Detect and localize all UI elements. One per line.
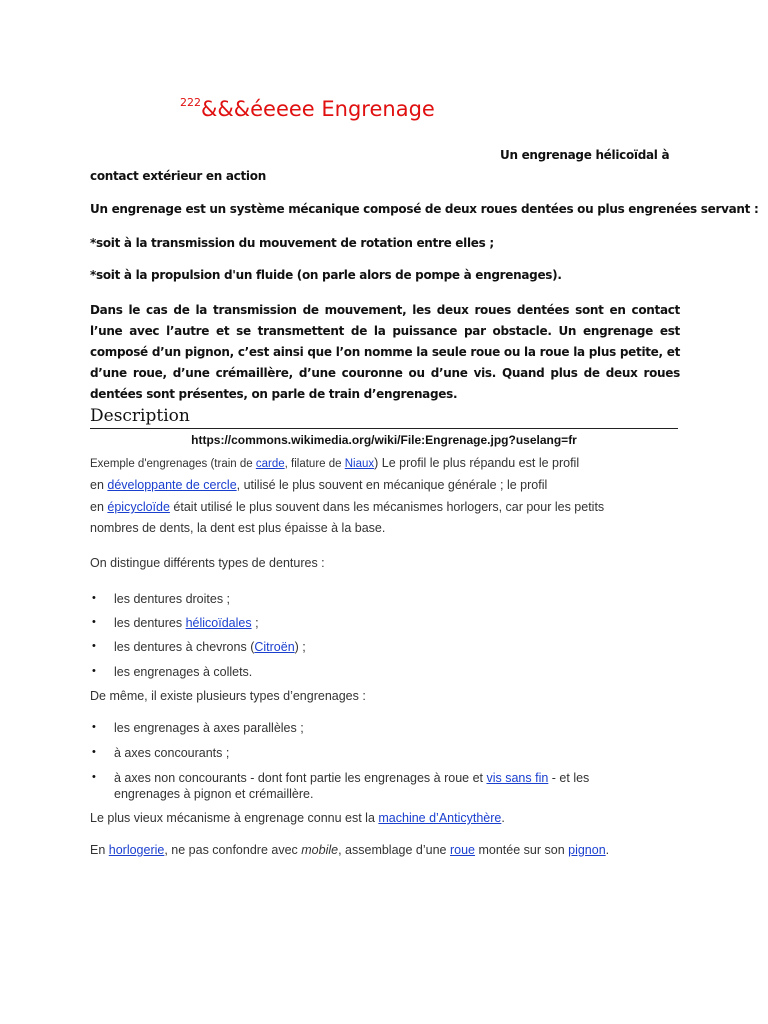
text-segment: Exemple d'engrenages (train de bbox=[90, 458, 256, 470]
link-epicycloide[interactable]: épicycloïde bbox=[107, 500, 170, 514]
link-citroen[interactable]: Citroën bbox=[254, 640, 295, 654]
title-text: &&&éeeee Engrenage bbox=[201, 97, 435, 121]
text-segment: - et les bbox=[548, 771, 590, 785]
text-segment: en bbox=[90, 478, 108, 492]
page-title bbox=[180, 96, 435, 121]
bullet-icon: • bbox=[92, 721, 96, 733]
description-line-2 bbox=[90, 478, 547, 492]
source-url: https://commons.wikimedia.org/wiki/File:Engrenage.jpg?uselang=fr bbox=[191, 433, 577, 447]
text-segment: était utilisé le plus souvent dans les mécanismes horlogers, car pour les petits bbox=[169, 500, 605, 514]
intro-paragraph-1: Un engrenage est un système mécanique composé de deux roues dentées ou plus engrenées servant : bbox=[90, 202, 759, 216]
text-emphasis-mobile: mobile bbox=[301, 843, 339, 857]
link-helicoidales[interactable]: hélicoïdales bbox=[185, 616, 252, 630]
title-superscript: 222 bbox=[180, 96, 201, 109]
bullet-icon: • bbox=[92, 746, 96, 758]
text-segment: En bbox=[90, 843, 109, 857]
link-roue[interactable]: roue bbox=[449, 843, 476, 857]
bullet-icon: • bbox=[92, 616, 96, 628]
list-item-continuation: engrenages à pignon et crémaillère. bbox=[114, 787, 314, 801]
text-segment: . bbox=[501, 811, 505, 825]
description-heading: Description bbox=[90, 406, 190, 426]
text-segment: , ne pas confondre avec bbox=[164, 843, 302, 857]
bullet-icon: • bbox=[92, 592, 96, 604]
intro-paragraph-3: *soit à la propulsion d'un fluide (on parle alors de pompe à engrenages). bbox=[90, 268, 562, 282]
link-vis-sans-fin[interactable]: vis sans fin bbox=[486, 771, 549, 785]
link-pignon[interactable]: pignon bbox=[568, 843, 606, 857]
list-item-dentures-chevrons bbox=[114, 640, 306, 654]
list-item-axes-non-concourants bbox=[114, 771, 589, 785]
description-line-4: nombres de dents, la dent est plus épaisse à la base. bbox=[90, 521, 386, 535]
text-segment: , utilisé le plus souvent en mécanique générale ; le profil bbox=[236, 478, 548, 492]
text-segment: à axes non concourants - dont font partie les engrenages à roue et bbox=[114, 771, 487, 785]
list-item-dentures-helicoidales bbox=[114, 616, 259, 630]
bullet-icon: • bbox=[92, 640, 96, 652]
list-item-dentures-droites: les dentures droites ; bbox=[114, 592, 231, 606]
description-line-3 bbox=[90, 500, 604, 514]
link-developpante[interactable]: développante de cercle bbox=[107, 478, 237, 492]
text-segment: , filature de bbox=[284, 458, 345, 470]
description-line-1 bbox=[90, 456, 579, 470]
link-anticythere[interactable]: machine d’Anticythère bbox=[378, 811, 502, 825]
link-carde[interactable]: carde bbox=[255, 458, 285, 470]
link-niaux[interactable]: Niaux bbox=[344, 458, 375, 470]
text-segment: ) Le profil le plus répandu est le profil bbox=[374, 456, 580, 470]
heading-divider bbox=[90, 428, 678, 429]
link-horlogerie[interactable]: horlogerie bbox=[108, 843, 165, 857]
text-segment: montée sur son bbox=[475, 843, 569, 857]
dentures-intro: On distingue différents types de dentures : bbox=[90, 556, 325, 570]
list-item-engrenages-collets: les engrenages à collets. bbox=[114, 665, 253, 679]
text-segment: les dentures à chevrons ( bbox=[114, 640, 255, 654]
image-caption-line1: Un engrenage hélicoïdal à bbox=[500, 148, 670, 162]
intro-paragraph-2: *soit à la transmission du mouvement de rotation entre elles ; bbox=[90, 236, 494, 250]
list-item-axes-paralleles: les engrenages à axes parallèles ; bbox=[114, 721, 304, 735]
text-segment: en bbox=[90, 500, 108, 514]
text-segment: ; bbox=[251, 616, 259, 630]
list-item-axes-concourants: à axes concourants ; bbox=[114, 746, 230, 760]
bullet-icon: • bbox=[92, 771, 96, 783]
types-intro: De même, il existe plusieurs types d’engrenages : bbox=[90, 689, 366, 703]
text-segment: , assemblage d’une bbox=[338, 843, 450, 857]
text-segment: . bbox=[605, 843, 610, 857]
text-segment: ) ; bbox=[294, 640, 306, 654]
image-caption-line2: contact extérieur en action bbox=[90, 169, 266, 183]
text-segment: les dentures bbox=[114, 616, 186, 630]
horlogerie-sentence bbox=[90, 843, 609, 857]
oldest-mechanism-sentence bbox=[90, 811, 505, 825]
text-segment: Le plus vieux mécanisme à engrenage connu est la bbox=[90, 811, 379, 825]
intro-paragraph-4: Dans le cas de la transmission de mouvement, les deux roues dentées sont en contact l’une avec l’autre et se transmettent de la puissance par obstacle. Un engrenage est composé d’un pignon, c’est ainsi que l’on nomme la seule roue ou la roue la plus petite, et d’une roue, d’une crémaillère, d’une couronne ou d’une vis. Quand plus de deux roues dentées sont présentes, on parle de train d’engrenages. bbox=[90, 303, 680, 401]
bullet-icon: • bbox=[92, 665, 96, 677]
